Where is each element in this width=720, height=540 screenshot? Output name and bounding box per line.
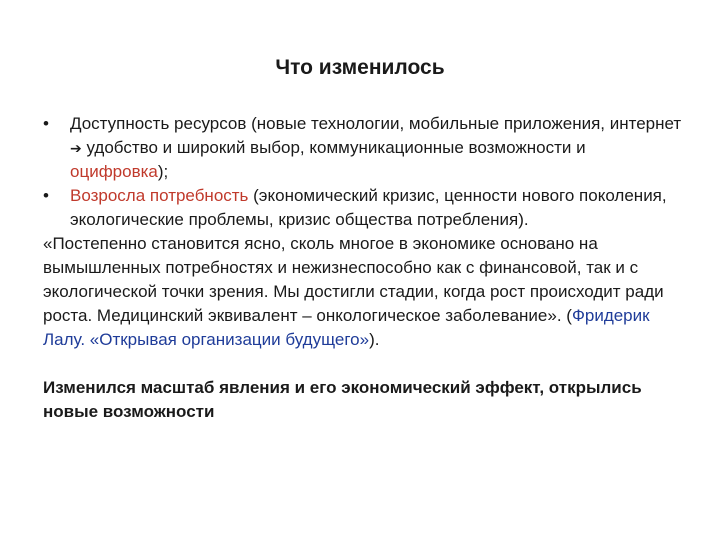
arrow-right-icon: ➔ <box>70 140 82 156</box>
quote-source: Фридерик Лалу. «Открывая организации будущего» <box>43 306 650 349</box>
bullet1-text-2: удобство и широкий выбор, коммуникационные возможности и <box>81 138 586 157</box>
bullet2-highlight: Возросла потребность <box>70 186 249 205</box>
conclusion-text: Изменился масштаб явления и его экономический эффект, открылись новые возможности <box>43 378 642 421</box>
quote-text: «Постепенно становится ясно, сколь многое в экономике основано на вымышленных потребностях и нежизнеспособно как с финансовой, так и с экологической точки зрения. Мы достигли стадии, когда рост происходит ради роста. Медицинский эквивалент – онкологическое заболевание». ( <box>43 234 664 325</box>
slide-title: Что изменилось <box>275 56 445 79</box>
slide-content <box>43 112 683 424</box>
bullet2-text: (экономический кризис, ценности нового поколения, экологические проблемы, кризис общества потребления). <box>70 186 667 229</box>
bullet1-highlight: оцифровка <box>70 162 158 181</box>
bullet-resources <box>43 112 683 184</box>
quote-end: ). <box>369 330 380 349</box>
bullet-icon: • <box>43 186 49 205</box>
bullet1-text-3: ); <box>157 162 169 181</box>
bullet-icon: • <box>43 114 49 133</box>
quote-paragraph <box>43 232 683 352</box>
bullet-need <box>43 184 683 232</box>
bullet1-text-1: Доступность ресурсов (новые технологии, мобильные приложения, интернет <box>70 114 682 133</box>
